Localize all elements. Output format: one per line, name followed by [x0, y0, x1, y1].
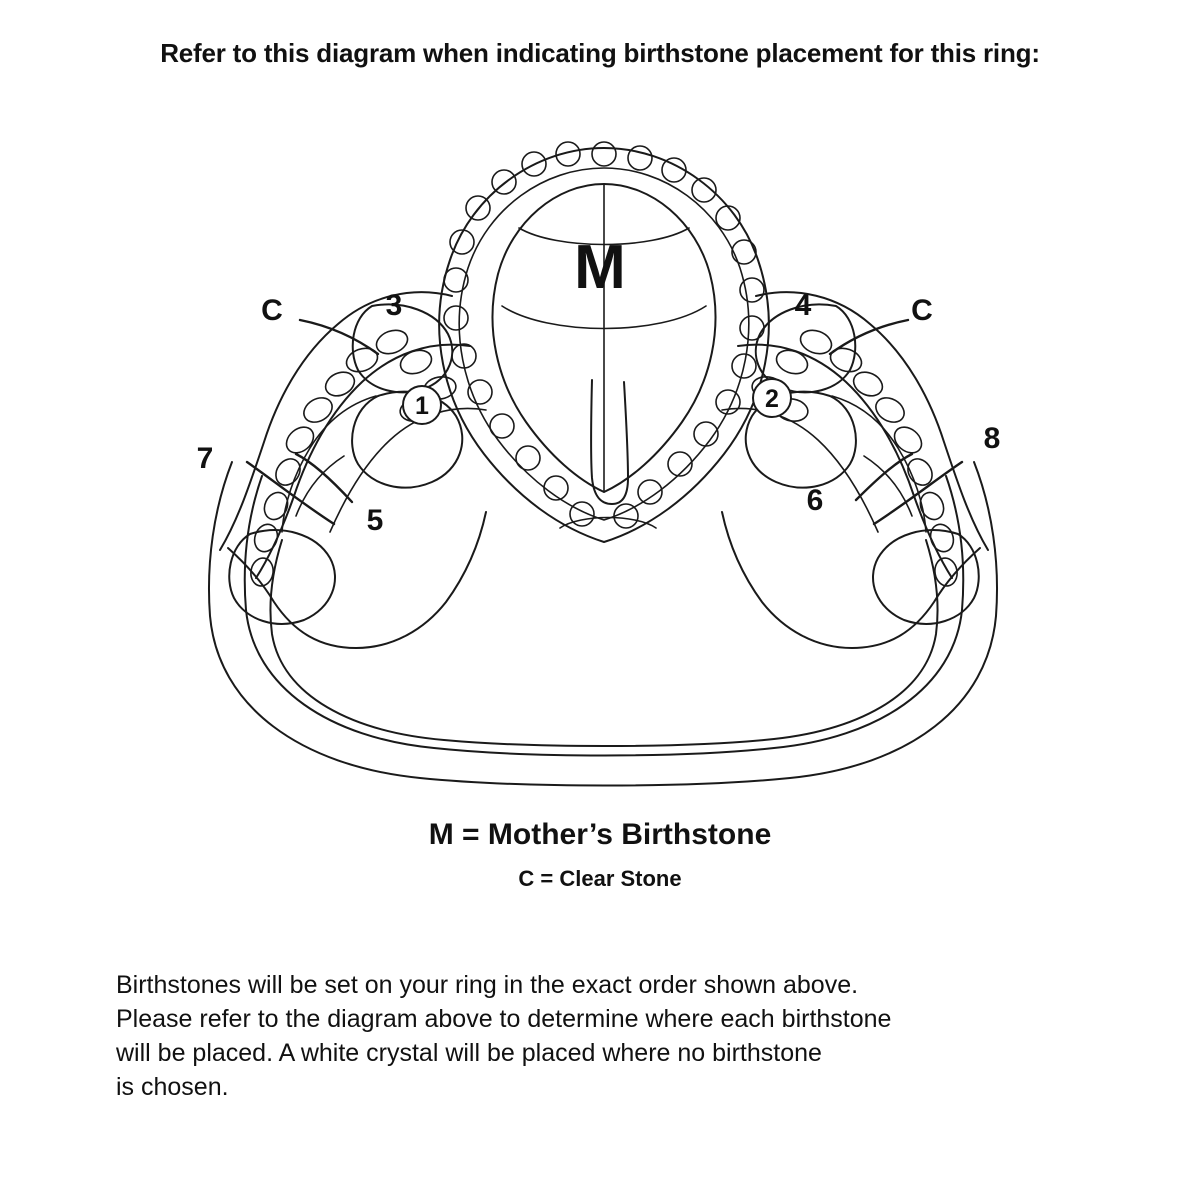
label-stone-6: 6	[806, 484, 824, 517]
footnote-line-1: Birthstones will be set on your ring in the exact order shown above.	[116, 971, 859, 999]
position-label-group	[197, 233, 1001, 537]
footnote-line-2: Please refer to the diagram above to determine where each birthstone	[116, 1005, 892, 1033]
right-shoulder-cluster	[722, 292, 988, 648]
label-center-stone: M	[574, 233, 626, 302]
ring-band	[209, 462, 997, 786]
legend-clear-stone: C = Clear Stone	[518, 866, 682, 891]
label-stone-7: 7	[196, 442, 214, 475]
ring-diagram	[0, 110, 1200, 800]
label-stone-3: 3	[385, 289, 403, 322]
ring-illustration	[0, 110, 1200, 800]
footnote-line-3: will be placed. A white crystal will be placed where no birthstone	[116, 1039, 822, 1067]
center-stone-setting	[439, 142, 769, 542]
label-clear-right: C	[911, 294, 933, 327]
label-stone-2: 2	[765, 385, 779, 413]
legend-mother-birthstone: M = Mother’s Birthstone	[428, 818, 772, 851]
page-title: Refer to this diagram when indicating birthstone placement for this ring:	[160, 38, 1040, 68]
footnote-text	[116, 968, 1106, 1104]
label-clear-left: C	[261, 294, 283, 327]
footnote-line-4: is chosen.	[116, 1073, 229, 1101]
label-stone-1: 1	[415, 392, 429, 420]
label-stone-4: 4	[794, 289, 812, 322]
label-stone-8: 8	[983, 422, 1001, 455]
label-stone-5: 5	[366, 504, 384, 537]
